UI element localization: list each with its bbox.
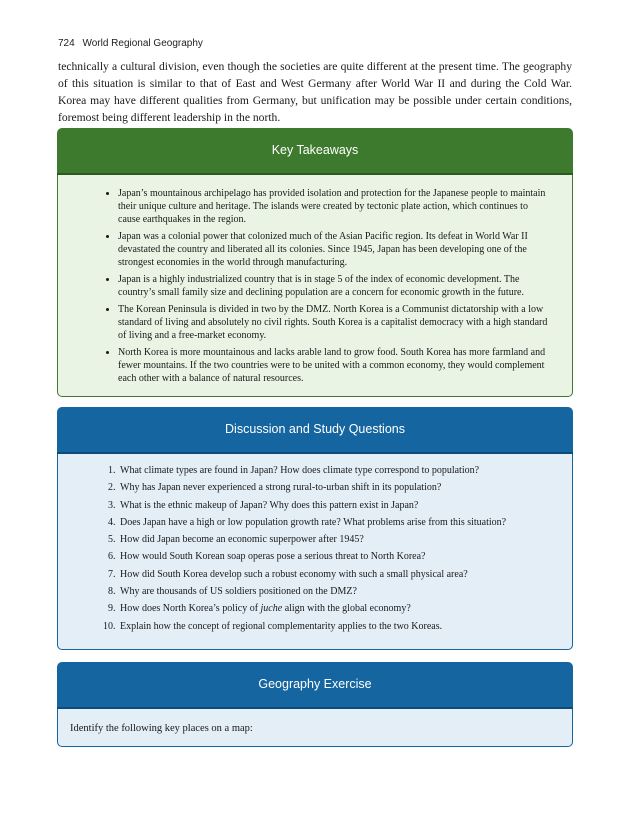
takeaway-item: • Japan is a highly industrialized country that is in stage 5 of the index of economic development. The country’s small family size and declining population are a concern for economic growth in the future. bbox=[118, 273, 552, 299]
question-item: 8. Why are thousands of US soldiers positioned on the DMZ? bbox=[118, 585, 552, 598]
key-takeaways-title: Key Takeaways bbox=[271, 143, 359, 157]
takeaway-item: • North Korea is more mountainous and lacks arable land to grow food. South Korea has more farmland and fewer mountains. If the two countries were to be united with a common economy, they would complement each other with a balance of natural resources. bbox=[118, 346, 552, 385]
discussion-body bbox=[57, 454, 573, 650]
running-head bbox=[58, 38, 203, 49]
discussion-questions-list bbox=[58, 454, 572, 633]
geography-exercise-box bbox=[57, 662, 573, 747]
takeaway-item: • Japan was a colonial power that colonized much of the Asian Pacific region. Its defeat in World War II devastated the country and liberated all its colonies. Since 1945, Japan has been developing one of the strongest economies in the world through manufacturing. bbox=[118, 230, 552, 269]
key-takeaways-list bbox=[58, 175, 572, 385]
geography-exercise-text: Identify the following key places on a map: bbox=[70, 723, 253, 734]
geography-exercise-header bbox=[57, 662, 573, 709]
question-item bbox=[118, 602, 552, 615]
takeaway-item: • Japan’s mountainous archipelago has provided isolation and protection for the Japanese people to maintain their unique culture and heritage. The islands were created by tectonic plate action, which continues to cause earthquakes in the region. bbox=[118, 187, 552, 226]
discussion-header bbox=[57, 407, 573, 454]
key-takeaways-header bbox=[57, 128, 573, 175]
question-item: 5. How did Japan become an economic superpower after 1945? bbox=[118, 533, 552, 546]
question-item: 1. What climate types are found in Japan? How does climate type correspond to population? bbox=[118, 464, 552, 477]
page-number: 724 bbox=[58, 38, 75, 49]
question-item: 4. Does Japan have a high or low population growth rate? What problems arise from this situation? bbox=[118, 516, 552, 529]
question-item: 2. Why has Japan never experienced a strong rural-to-urban shift in its population? bbox=[118, 481, 552, 494]
geography-exercise-body bbox=[57, 709, 573, 747]
question-item: 7. How did South Korea develop such a robust economy with such a small physical area? bbox=[118, 568, 552, 581]
takeaway-item: • The Korean Peninsula is divided in two by the DMZ. North Korea is a Communist dictatorship with a low standard of living and absolutely no civil rights. South Korea is a capitalist democracy with a high standard of living and a free-market economy. bbox=[118, 303, 552, 342]
intro-paragraph: technically a cultural division, even though the societies are quite different at the present time. The geography of this situation is similar to that of East and West Germany after World War II and during the Cold War. Korea may have different qualities from Germany, but unification may be possible under certain conditions, foremost being different leadership in the north. bbox=[58, 60, 572, 124]
question-item: 6. How would South Korean soap operas pose a serious threat to North Korea? bbox=[118, 550, 552, 563]
question-item: 3. What is the ethnic makeup of Japan? Why does this pattern exist in Japan? bbox=[118, 499, 552, 512]
discussion-title: Discussion and Study Questions bbox=[225, 422, 405, 436]
question-text-end: align with the global economy? bbox=[282, 603, 411, 615]
discussion-box bbox=[57, 407, 573, 650]
book-title: World Regional Geography bbox=[82, 38, 203, 49]
key-takeaways-body bbox=[57, 175, 573, 397]
question-item: 10. Explain how the concept of regional complementarity applies to the two Koreas. bbox=[118, 620, 552, 633]
question-italic-term: juche bbox=[260, 603, 283, 615]
geography-exercise-title: Geography Exercise bbox=[258, 677, 372, 691]
key-takeaways-box bbox=[57, 128, 573, 397]
question-text-start: How does North Korea’s policy of bbox=[120, 603, 261, 615]
